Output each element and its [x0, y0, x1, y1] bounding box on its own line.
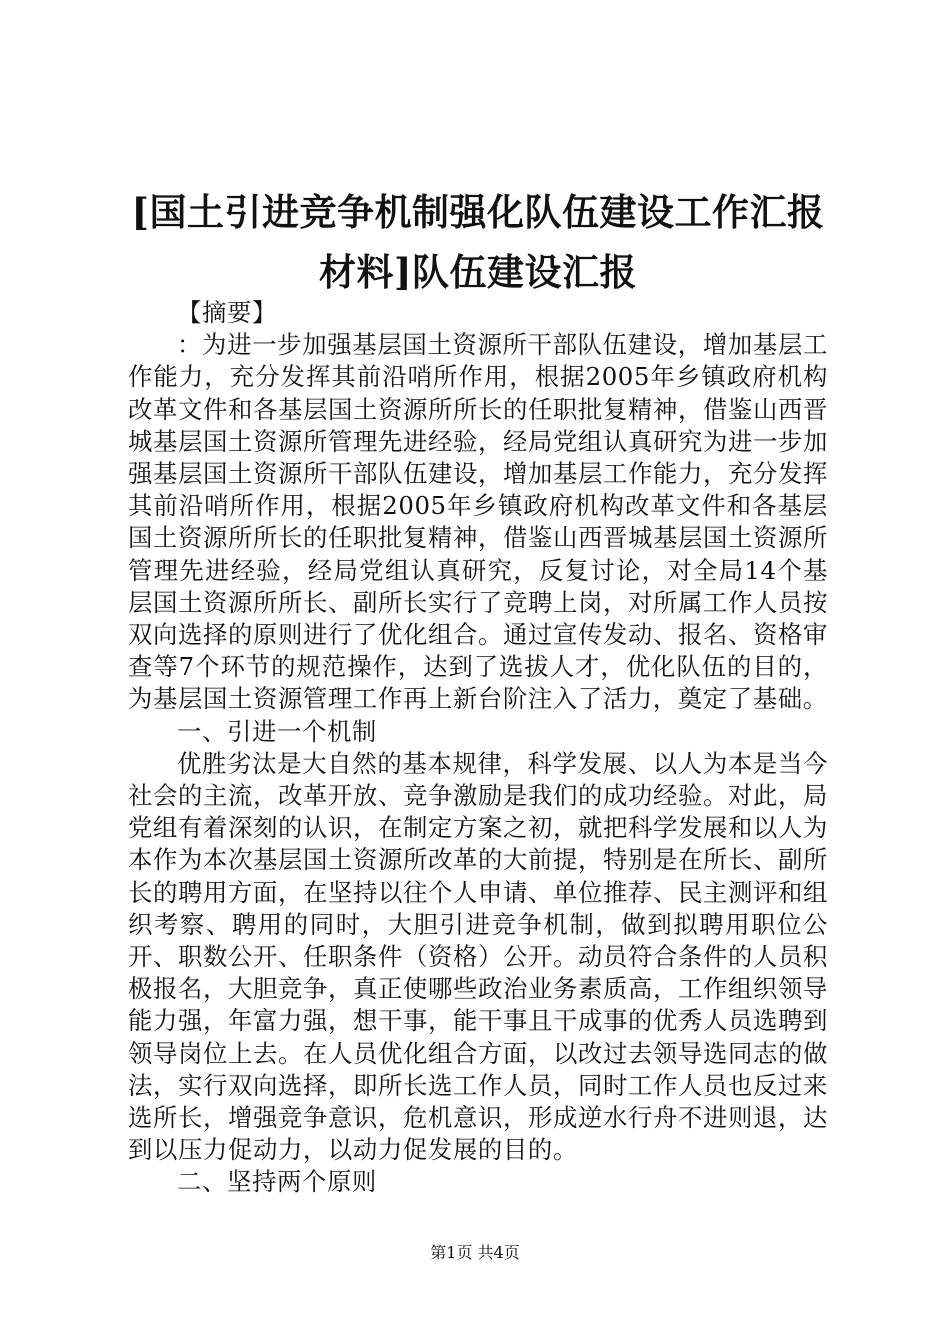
document-title: [国土引进竞争机制强化队伍建设工作汇报材料]队伍建设汇报 — [131, 190, 825, 294]
section-paragraph-1: 优胜劣汰是大自然的基本规律，科学发展、以人为本是当今社会的主流，改革开放、竞争激励是我们的成功经验。对此，局党组有着深刻的认识，在制定方案之初，就把科学发展和以人为本作为本次基层国土资源所改革的大前提，特别是在所长、副所长的聘用方面，在坚持以往个人申请、单位推荐、民主测评和组织考察、聘用的同时，大胆引进竞争机制，做到拟聘用职位公开、职数公开、任职条件（资格）公开。动员符合条件的人员积极报名，大胆竞争，真正使哪些政治业务素质高，工作组织领导能力强，年富力强，想干事，能干事且干成事的优秀人员选聘到领导岗位上去。在人员优化组合方面，以改过去领导选同志的做法，实行双向选择，即所长选工作人员，同时工作人员也反过来选所长，增强竞争意识，危机意识，形成逆水行舟不进则退，达到以压力促动力，以动力促发展的目的。 — [128, 748, 828, 1165]
abstract-label: 【摘要】 — [177, 298, 277, 327]
page-footer: 第1页 共4页 — [430, 1243, 520, 1262]
document-body — [128, 297, 828, 1199]
section-heading-1: 一、引进一个机制 — [177, 716, 377, 746]
abstract-paragraph: ：为进一步加强基层国土资源所干部队伍建设，增加基层工作能力，充分发挥其前沿哨所作用，根据2005年乡镇政府机构改革文件和各基层国土资源所所长的任职批复精神，借鉴山西晋城基层国土资源所管理先进经验，经局党组认真研究为进一步加强基层国土资源所干部队伍建设，增加基层工作能力，充分发挥其前沿哨所作用，根据2005年乡镇政府机构改革文件和各基层国土资源所所长的任职批复精神，借鉴山西晋城基层国土资源所管理先进经验，经局党组认真研究，反复讨论，对全局14个基层国土资源所所长、副所长实行了竞聘上岗，对所属工作人员按双向选择的原则进行了优化组合。通过宣传发动、报名、资格审查等7个环节的规范操作，达到了选拔人才，优化队伍的目的，为基层国土资源管理工作再上新台阶注入了活力，奠定了基础。 — [128, 330, 828, 714]
section-heading-2: 二、坚持两个原则 — [177, 1167, 377, 1197]
